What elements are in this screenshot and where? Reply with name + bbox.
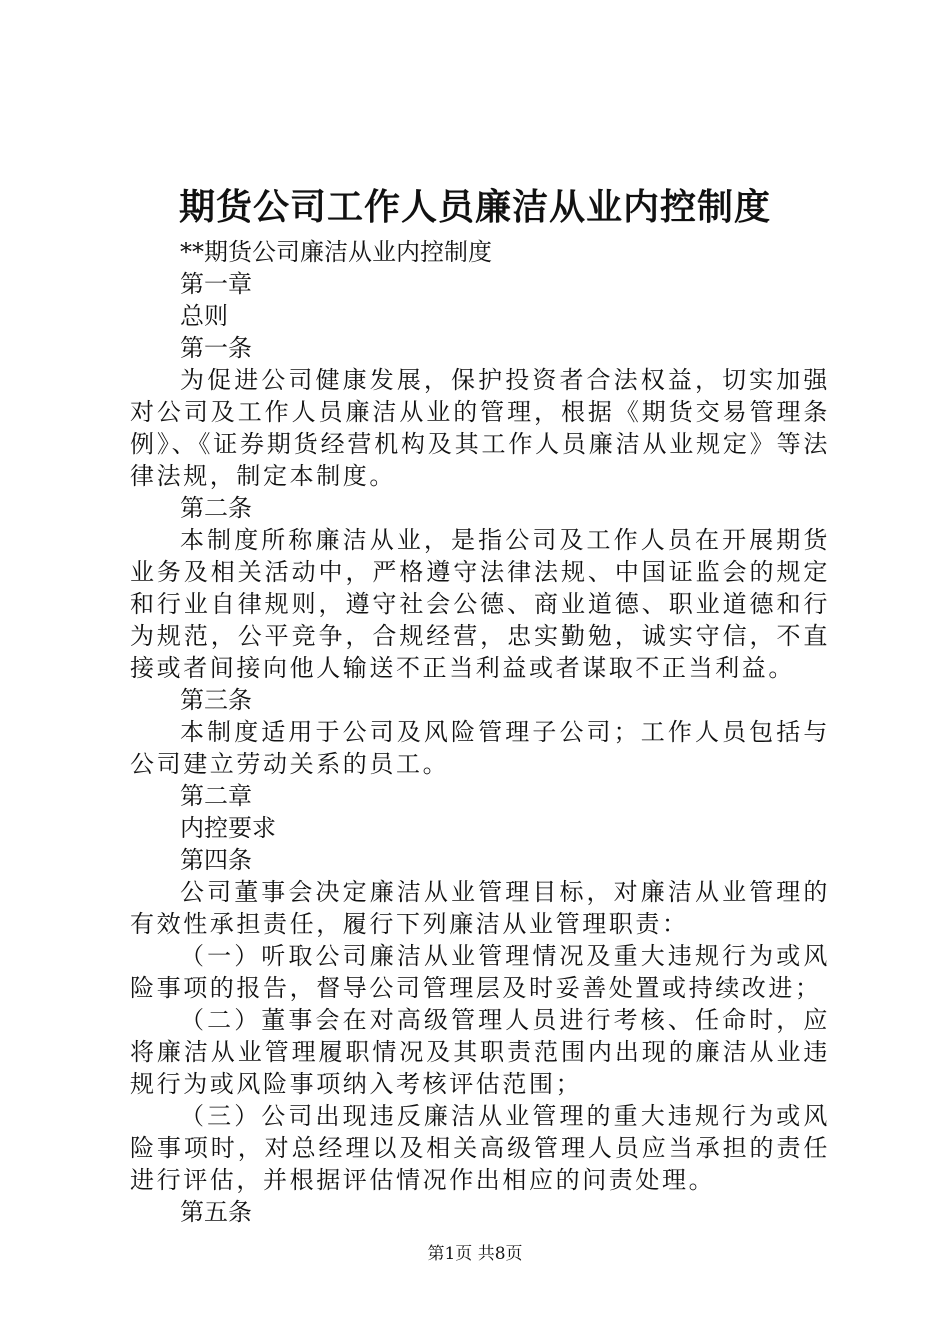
chapter-1-name: 总则 [180,302,228,330]
article-4-heading: 第四条 [180,846,252,874]
document-subtitle: **期货公司廉洁从业内控制度 [180,238,492,266]
article-2-text: 本制度所称廉洁从业，是指公司及工作人员在开展期货业务及相关活动中，严格遵守法律法规、中国证监会的规定和行业自律规则，遵守社会公德、商业道德、职业道德和行为规范，公平竞争，合规经营，忠实勤勉，诚实守信，不直接或者间接向他人输送不正当利益或者谋取不正当利益。 [130,526,830,682]
page-title: 期货公司工作人员廉洁从业内控制度 [178,186,771,228]
chapter-1-heading: 第一章 [180,270,252,298]
article-4-text: 公司董事会决定廉洁从业管理目标，对廉洁从业管理的有效性承担责任，履行下列廉洁从业管理职责： [130,878,830,938]
chapter-2-heading: 第二章 [180,782,252,810]
article-4-item-2: （二）董事会在对高级管理人员进行考核、任命时，应将廉洁从业管理履职情况及其职责范围内出现的廉洁从业违规行为或风险事项纳入考核评估范围； [130,1006,830,1098]
article-1-text: 为促进公司健康发展，保护投资者合法权益，切实加强对公司及工作人员廉洁从业的管理，根据《期货交易管理条例》、《证券期货经营机构及其工作人员廉洁从业规定》等法律法规，制定本制度。 [130,366,830,490]
article-5-heading: 第五条 [180,1198,252,1226]
article-2-heading: 第二条 [180,494,252,522]
article-3-heading: 第三条 [180,686,252,714]
document-body [130,236,830,1228]
article-4-item-1: （一）听取公司廉洁从业管理情况及重大违规行为或风险事项的报告，督导公司管理层及时妥善处置或持续改进； [130,942,830,1002]
page-footer: 第1页 共8页 [427,1244,523,1264]
article-1-heading: 第一条 [180,334,252,362]
article-4-item-3: （三）公司出现违反廉洁从业管理的重大违规行为或风险事项时，对总经理以及相关高级管理人员应当承担的责任进行评估，并根据评估情况作出相应的问责处理。 [130,1102,830,1194]
chapter-2-name: 内控要求 [180,814,276,842]
article-3-text: 本制度适用于公司及风险管理子公司；工作人员包括与公司建立劳动关系的员工。 [130,718,830,778]
